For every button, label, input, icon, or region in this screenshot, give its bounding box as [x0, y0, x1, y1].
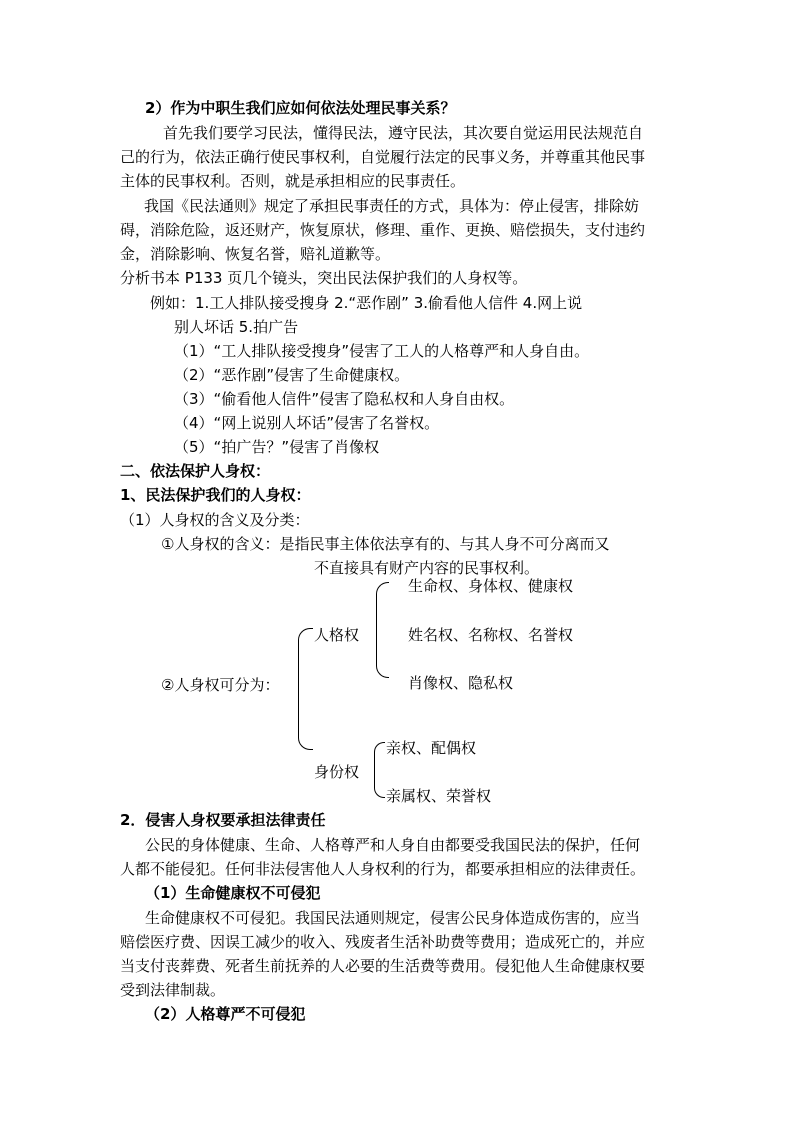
root-bracket	[298, 628, 313, 750]
personality-bracket	[376, 582, 389, 678]
heading-section2-item1: （1）人身权的含义及分类：	[120, 511, 310, 529]
heading-q2: 2）作为中职生我们应如何依法处理民事关系？	[145, 99, 456, 117]
status-item: 亲属权、荣誉权	[386, 787, 492, 805]
section3-para2-line4: 受到法律制裁。	[120, 981, 226, 999]
status-bracket	[374, 742, 385, 798]
examples-line2: 别人坏话 5.拍广告	[174, 318, 299, 336]
list-item: （1）“工人排队接受搜身”侵害了工人的人格尊严和人身自由。	[174, 342, 590, 360]
heading-section3-sub1: （1）生命健康权不可侵犯	[145, 884, 321, 902]
para2-line1: 我国《民法通则》规定了承担民事责任的方式，具体为：停止侵害，排除妨	[144, 197, 640, 215]
para2-line2: 碍，消除危险，返还财产，恢复原状，修理、重作、更换、赔偿损失，支付违约	[120, 221, 646, 239]
para1-line3: 主体的民事权利。否则，就是承担相应的民事责任。	[120, 172, 466, 190]
analysis-line: 分析书本 P133 页几个镜头，突出民法保护我们的人身权等。	[120, 269, 528, 287]
para2-line3: 金，消除影响、恢复名誉，赔礼道歉等。	[120, 245, 391, 263]
list-item: （4）“网上说别人坏话”侵害了名誉权。	[174, 414, 440, 432]
status-item: 亲权、配偶权	[386, 739, 477, 757]
definition-line2: 不直接具有财产内容的民事权利。	[314, 559, 540, 577]
section3-para2-line1: 生命健康权不可侵犯。我国民法通则规定，侵害公民身体造成伤害的，应当	[145, 909, 641, 927]
section3-para1-line1: 公民的身体健康、生命、人格尊严和人身自由都要受我国民法的保护，任何	[145, 836, 641, 854]
section3-para2-line3: 当支付丧葬费、死者生前抚养的人必要的生活费等费用。侵犯他人生命健康权要	[120, 957, 646, 975]
personality-item: 生命权、身体权、健康权	[408, 577, 574, 595]
heading-section3-sub2: （2）人格尊严不可侵犯	[145, 1005, 306, 1023]
personality-item: 肖像权、隐私权	[408, 674, 514, 692]
heading-section2-sub1: 1、民法保护我们的人身权：	[120, 486, 311, 504]
list-item: （2）“恶作剧”侵害了生命健康权。	[174, 366, 410, 384]
para1-line1: 首先我们要学习民法，懂得民法，遵守民法，其次要自觉运用民法规范自	[163, 124, 644, 142]
personality-item: 姓名权、名称权、名誉权	[408, 626, 574, 644]
section3-para2-line2: 赔偿医疗费、因误工减少的收入、残废者生活补助费等费用；造成死亡的，并应	[120, 933, 646, 951]
heading-section2: 二、依法保护人身权：	[120, 462, 271, 480]
list-item: （3）“偷看他人信件”侵害了隐私权和人身自由权。	[174, 390, 515, 408]
section3-para1-line2: 人都不能侵犯。任何非法侵害他人人身权利的行为，都要承担相应的法律责任。	[120, 860, 646, 878]
category-personality: 人格权	[314, 626, 360, 644]
category-status: 身份权	[314, 763, 360, 781]
examples-line1: 例如：1.工人排队接受搜身 2.“恶作剧” 3.偷看他人信件 4.网上说	[150, 294, 583, 312]
list-item: （5）“拍广告？”侵害了肖像权	[174, 438, 380, 456]
definition-line1: ①人身权的含义：是指民事主体依法享有的、与其人身不可分离而又	[161, 535, 610, 553]
para1-line2: 己的行为，依法正确行使民事权利，自觉履行法定的民事义务，并尊重其他民事	[120, 148, 646, 166]
heading-section3: 2．侵害人身权要承担法律责任	[120, 811, 326, 829]
classification-root: ②人身权可分为：	[161, 676, 280, 694]
